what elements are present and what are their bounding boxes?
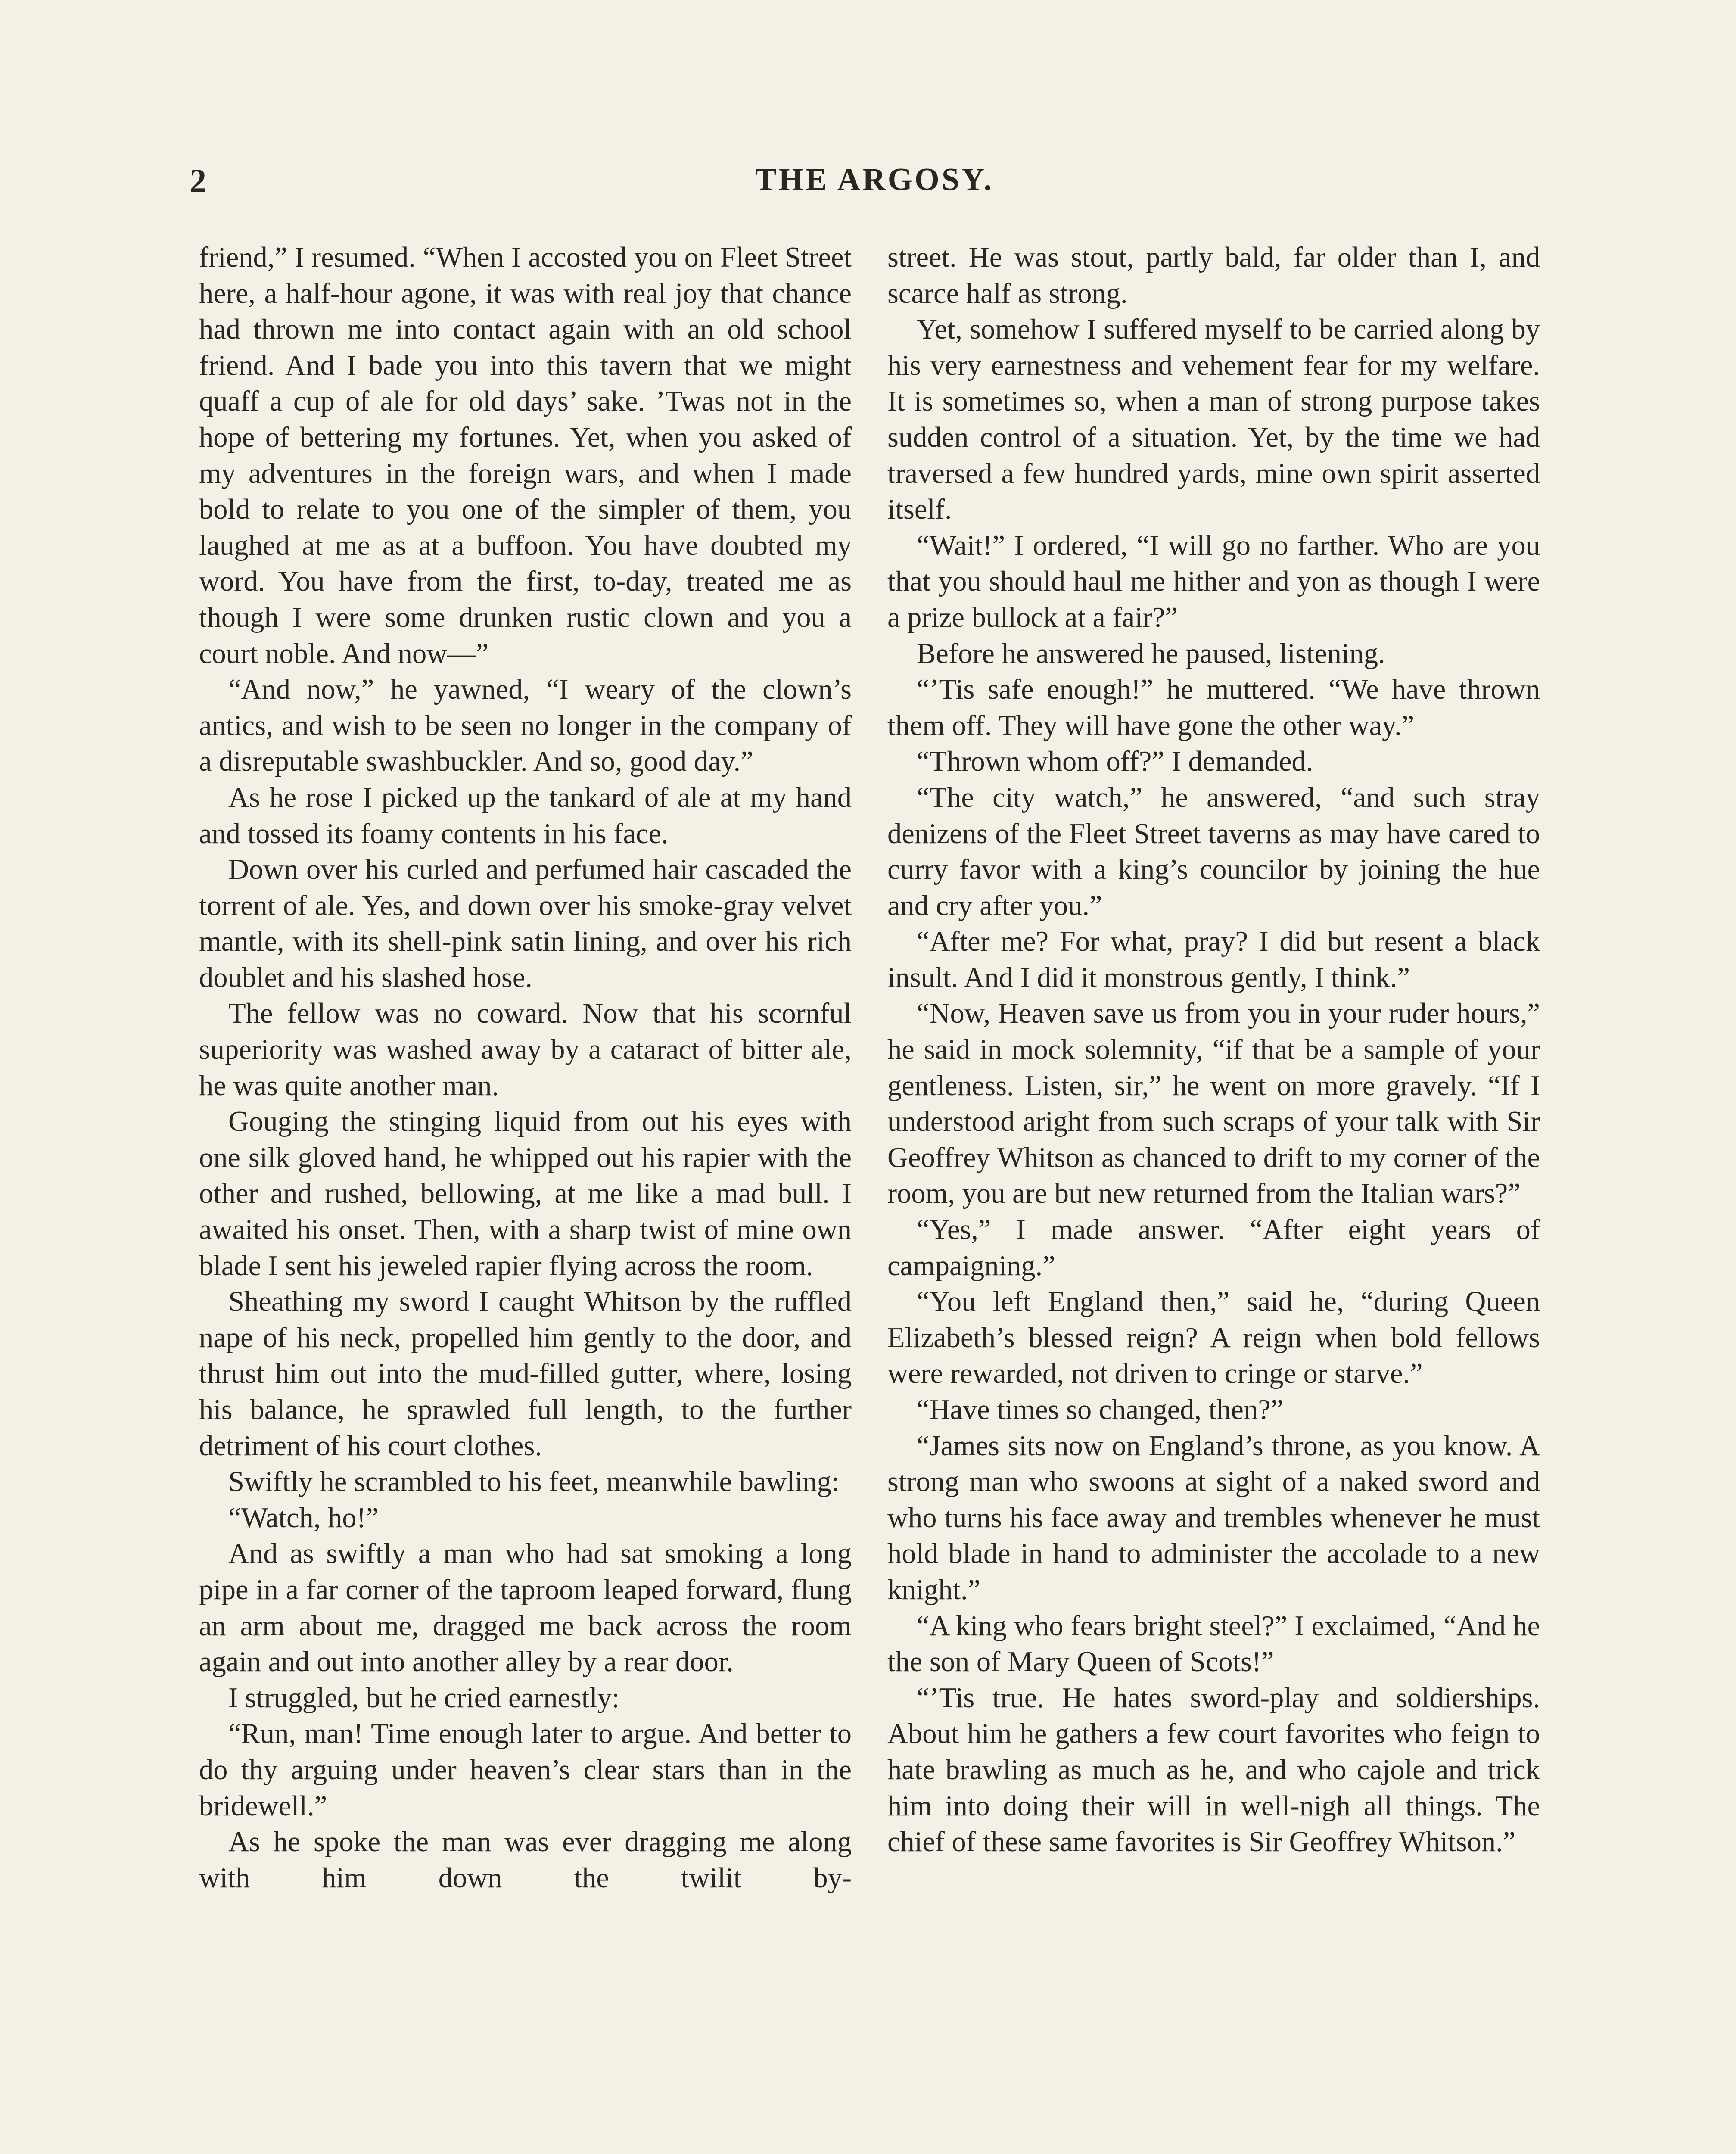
paragraph: “Now, Heaven save us from you in your ruder hours,” he said in mock solemnity, “if that be a sample of your gentleness. Listen, sir,” he went on more gravely. “If I understood aright from such scraps of your talk with Sir Geoffrey Whitson as chanced to drift to my corner of the room, you are but new returned from the Italian wars?” <box>887 998 1540 1210</box>
paragraph: “Have times so changed, then?” <box>917 1394 1284 1426</box>
paragraph: “Wait!” I ordered, “I will go no farther. Who are you that you should haul me hither and yon as though I were a prize bullock at a fair?” <box>887 529 1540 633</box>
paragraph: Sheathing my sword I caught Whitson by the ruffled nape of his neck, propelled him gently to the door, and thrust him out into the mud-filled gutter, where, losing his balance, he sprawled full length, to the further detriment of his court clothes. <box>199 1286 852 1462</box>
running-head: THE ARGOSY. <box>755 162 994 197</box>
right-column <box>887 240 1540 1860</box>
paragraph: “James sits now on England’s throne, as you know. A strong man who swoons at sight of a naked sword and who turns his face away and trembles whenever he must hold blade in hand to administer the accolade to a new knight.” <box>887 1430 1540 1606</box>
paragraph: Yet, somehow I suffered myself to be carried along by his very earnestness and vehement fear for my welfare. It is sometimes so, when a man of strong purpose takes sudden control of a situation. Yet, by the time we had traversed a few hundred yards, mine own spirit asserted itself. <box>887 314 1540 526</box>
paragraph: “’Tis true. He hates sword-play and soldierships. About him he gathers a few court favorites who feign to hate brawling as much as he, and who cajole and trick him into doing their will in well-nigh all things. The chief of these same favorites is Sir Geoffrey Whitson.” <box>887 1682 1540 1858</box>
paragraph: “Thrown whom off?” I demanded. <box>917 746 1313 778</box>
paragraph: Before he answered he paused, listening. <box>917 638 1385 669</box>
paragraph: “’Tis safe enough!” he muttered. “We have thrown them off. They will have gone the other way.” <box>887 674 1540 741</box>
paragraph: As he spoke the man was ever dragging me along with him down the twilit by- <box>199 1826 852 1894</box>
paragraph: Swiftly he scrambled to his feet, meanwhile bawling: <box>228 1466 840 1498</box>
paragraph: friend,” I resumed. “When I accosted you on Fleet Street here, a half-hour agone, it was with real joy that chance had thrown me into contact again with an old school friend. And I bade you into this tavern that we might quaff a cup of ale for old days’ sake. ’Twas not in the hope of bettering my fortunes. Yet, when you asked of my adventures in the foreign wars, and when I made bold to relate to you one of the simpler of them, you laughed at me as at a buffoon. You have doubted my word. You have from the first, to-day, treated me as though I were some drunken rustic clown and you a court noble. And now—” <box>199 242 852 669</box>
paragraph: “And now,” he yawned, “I weary of the clown’s antics, and wish to be seen no longer in the company of a disreputable swashbuckler. And so, good day.” <box>199 674 852 778</box>
paragraph: “The city watch,” he answered, “and such stray denizens of the Fleet Street taverns as may have cared to curry favor with a king’s councilor by joining the hue and cry after you.” <box>887 781 1540 921</box>
paragraph: Down over his curled and perfumed hair cascaded the torrent of ale. Yes, and down over his smoke-gray velvet mantle, with its shell-pink satin lining, and over his rich doublet and his slashed hose. <box>199 854 852 993</box>
page-number: 2 <box>190 162 206 199</box>
paragraph: The fellow was no coward. Now that his scornful superiority was washed away by a cataract of bitter ale, he was quite another man. <box>199 998 852 1102</box>
paragraph: “Run, man! Time enough later to argue. And better to do thy arguing under heaven’s clear stars than in the bridewell.” <box>199 1718 852 1822</box>
paragraph: “Watch, ho!” <box>228 1502 379 1534</box>
left-column <box>199 240 852 1896</box>
paragraph: “Yes,” I made answer. “After eight years of campaigning.” <box>887 1214 1540 1282</box>
paragraph: “You left England then,” said he, “during Queen Elizabeth’s blessed reign? A reign when bold fellows were rewarded, not driven to cringe or starve.” <box>887 1286 1540 1390</box>
paragraph: And as swiftly a man who had sat smoking a long pipe in a far corner of the taproom leaped forward, flung an arm about me, dragged me back across the room again and out into another alley by a rear door. <box>199 1538 852 1678</box>
paragraph: I struggled, but he cried earnestly: <box>228 1682 620 1714</box>
page-header <box>190 162 1559 213</box>
paragraph: “A king who fears bright steel?” I exclaimed, “And he the son of Mary Queen of Scots!” <box>887 1610 1540 1678</box>
paragraph: street. He was stout, partly bald, far older than I, and scarce half as strong. <box>887 242 1540 309</box>
paragraph: “After me? For what, pray? I did but resent a black insult. And I did it monstrous gently, I think.” <box>887 926 1540 993</box>
paragraph: Gouging the stinging liquid from out his eyes with one silk gloved hand, he whipped out his rapier with the other and rushed, bellowing, at me like a mad bull. I awaited his onset. Then, with a sharp twist of mine own blade I sent his jeweled rapier flying across the room. <box>199 1106 852 1282</box>
paragraph: As he rose I picked up the tankard of ale at my hand and tossed its foamy contents in his face. <box>199 781 852 850</box>
